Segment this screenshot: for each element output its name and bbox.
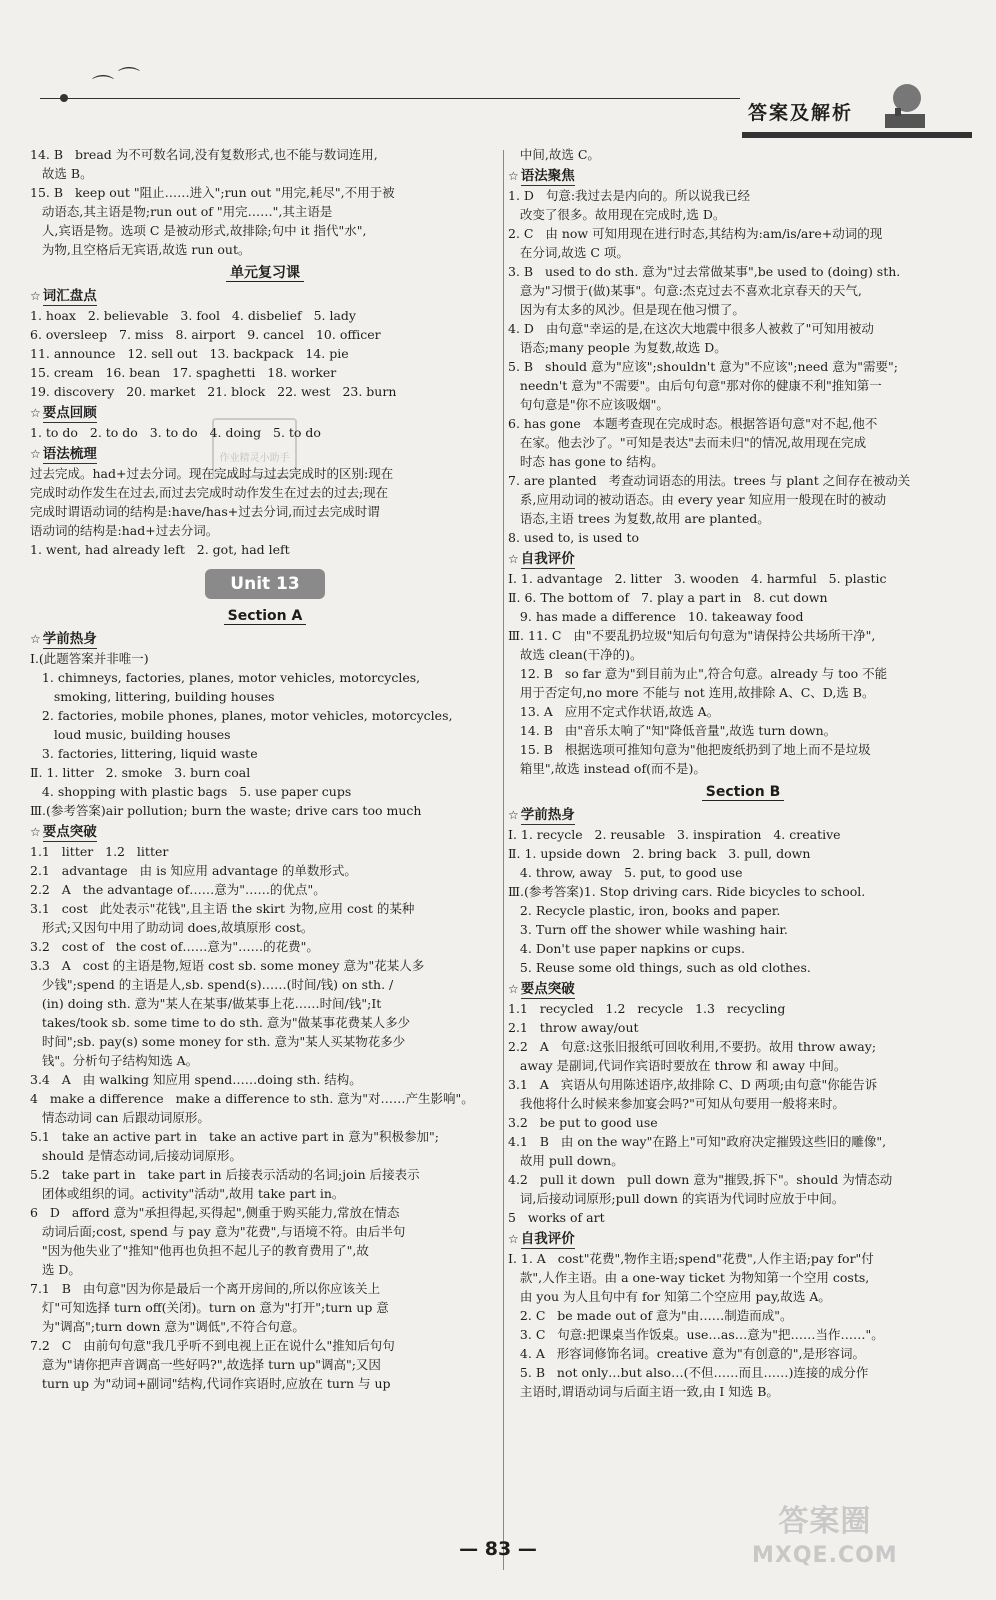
text-line: 19. discovery 20. market 21. block 22. west 23. burn xyxy=(30,384,397,399)
text-line: 意为"习惯于(做)某事"。句意:杰克过去不喜欢北京春天的天气, xyxy=(508,283,862,298)
text-line: 13. A 应用不定式作状语,故选 A。 xyxy=(508,704,720,719)
grammar-focus-heading-text: 语法聚焦 xyxy=(520,168,575,184)
text-line: 4.1 B 由 on the way"在路上"可知"政府决定摧毁这些旧的雕像", xyxy=(508,1134,887,1149)
text-line: 2.1 throw away/out xyxy=(508,1020,639,1035)
text-line: smoking, littering, building houses xyxy=(30,689,275,704)
text-line: 9. has made a difference 10. takeaway food xyxy=(508,609,804,624)
points-heading xyxy=(30,404,500,423)
header-rule xyxy=(40,98,740,99)
text-line: 语动词的结构是:had+过去分词。 xyxy=(30,523,219,538)
text-line: 7.2 C 由前句句意"我几乎听不到电视上正在说什么"推知后句句 xyxy=(30,1338,395,1353)
text-line: 故选 B。 xyxy=(30,166,93,181)
text-line: 4. Don't use paper napkins or cups. xyxy=(508,941,745,956)
text-line: 15. cream 16. bean 17. spaghetti 18. worker xyxy=(30,365,337,380)
self-eval2-block xyxy=(508,1249,978,1401)
breakthrough-block xyxy=(30,842,500,1393)
breakthrough-heading-text: 要点突破 xyxy=(42,824,97,840)
watermark-line2: MXQE.COM xyxy=(752,1543,898,1568)
breakthrough-b-heading xyxy=(508,980,978,999)
text-line: 15. B keep out "阻止……进入";run out "用完,耗尽",不用于被 xyxy=(30,185,395,200)
star-icon: ☆ xyxy=(508,808,519,822)
text-line: Ⅱ. 1. upside down 2. bring back 3. pull, down xyxy=(508,846,811,861)
review-title-text: 单元复习课 xyxy=(226,265,304,282)
watermark-line1: 答案圈 xyxy=(778,1504,872,1539)
column-divider xyxy=(503,150,504,1570)
text-line: turn up 为"动词+副词"结构,代词作宾语时,应放在 turn 与 up xyxy=(30,1376,391,1391)
text-line: 1.1 recycled 1.2 recycle 1.3 recycling xyxy=(508,1001,786,1016)
text-line: 主语时,谓语动词与后面主语一致,由 I 知选 B。 xyxy=(508,1384,779,1399)
text-line: takes/took sb. some time to do sth. 意为"做某事花费某人多少 xyxy=(30,1015,411,1030)
text-line: away 是副词,代词作宾语时要放在 throw 和 away 中间。 xyxy=(508,1058,847,1073)
watermark xyxy=(752,1505,898,1573)
section-a-text: Section A xyxy=(224,608,307,625)
text-line: 4. throw, away 5. put, to good use xyxy=(508,865,743,880)
text-line: 灯"可知选择 turn off(关闭)。turn on 意为"打开";turn up 意 xyxy=(30,1300,389,1315)
text-line: 1. to do 2. to do 3. to do 4. doing 5. to do xyxy=(30,425,321,440)
text-line: 完成时谓语动词的结构是:have/has+过去分词,而过去完成时谓 xyxy=(30,504,380,519)
header-title: 答案及解析 xyxy=(748,102,854,124)
left-column xyxy=(30,145,500,1393)
text-line: 情态动词 can 后跟动词原形。 xyxy=(30,1110,210,1125)
text-line: 14. B bread 为不可数名词,没有复数形式,也不能与数词连用, xyxy=(30,147,378,162)
warmup-b-heading xyxy=(508,806,978,825)
text-line: 5.2 take part in take part in 后接表示活动的名词;join 后接表示 xyxy=(30,1167,420,1182)
star-icon: ☆ xyxy=(30,406,41,420)
text-line: 3.2 cost of the cost of……意为"……的花费"。 xyxy=(30,939,319,954)
text-line: 1. went, had already left 2. got, had left xyxy=(30,542,290,557)
vocab-heading xyxy=(30,287,500,306)
text-line: 5.1 take an active part in take an active part in 意为"积极参加"; xyxy=(30,1129,439,1144)
star-icon: ☆ xyxy=(508,169,519,183)
star-icon: ☆ xyxy=(30,447,41,461)
text-line: 3. factories, littering, liquid waste xyxy=(30,746,258,761)
bird-icon: ⌒ xyxy=(118,67,141,92)
text-line: 中间,故选 C。 xyxy=(508,147,600,162)
text-line: 4. shopping with plastic bags 5. use paper cups xyxy=(30,784,352,799)
warmup-block xyxy=(30,649,500,820)
text-line: 人,宾语是物。选项 C 是被动形式,故排除;句中 it 指代"水", xyxy=(30,223,367,238)
grammar-block xyxy=(30,464,500,559)
text-line: "因为他失业了"推知"他再也负担不起儿子的教育费用了",故 xyxy=(30,1243,369,1258)
text-line: 时间";sb. pay(s) some money for sth. 意为"某人买某物花多少 xyxy=(30,1034,406,1049)
grammar-heading xyxy=(30,445,500,464)
unit-label: Unit 13 xyxy=(205,569,325,599)
text-line: needn't 意为"不需要"。由后句句意"那对你的健康不利"推知第一 xyxy=(508,378,882,393)
text-line: 过去完成。had+过去分词。现在完成时与过去完成时的区别:现在 xyxy=(30,466,394,481)
text-line: Ⅲ.(参考答案)air pollution; burn the waste; drive cars too much xyxy=(30,803,422,818)
text-line: Ⅰ. 1. advantage 2. litter 3. wooden 4. harmful 5. plastic xyxy=(508,571,887,586)
text-line: 改变了很多。故用现在完成时,选 D。 xyxy=(508,207,726,222)
text-line: 2. C 由 now 可知用现在进行时态,其结构为:am/is/are+动词的现 xyxy=(508,226,883,241)
text-line: 6. has gone 本题考查现在完成时态。根据答语句意"对不起,他不 xyxy=(508,416,878,431)
text-line: 2. factories, mobile phones, planes, motor vehicles, motorcycles, xyxy=(30,708,453,723)
text-line: 动词后面;cost, spend 与 pay 意为"花费",与语境不符。由后半句 xyxy=(30,1224,406,1239)
text-line: 动语态,其主语是物;run out of "用完……",其主语是 xyxy=(30,204,333,219)
text-line: 箱里",故选 instead of(而不是)。 xyxy=(508,761,706,776)
text-line: 12. B so far 意为"到目前为止",符合句意。already 与 too 不能 xyxy=(508,666,888,681)
star-icon: ☆ xyxy=(508,982,519,996)
text-line: 系,应用动词的被动语态。由 every year 知应用一般现在时的被动 xyxy=(508,492,887,507)
text-line: 3. B used to do sth. 意为"过去常做某事",be used to (doing) sth. xyxy=(508,264,901,279)
page-number: — 83 — xyxy=(459,1538,537,1560)
text-line: 故选 clean(干净的)。 xyxy=(508,647,643,662)
text-line: 11. announce 12. sell out 13. backpack 14. pie xyxy=(30,346,349,361)
text-line: 为"调高";turn down 意为"调低",不符合句意。 xyxy=(30,1319,305,1334)
text-line: 故用 pull down。 xyxy=(508,1153,624,1168)
text-line: 15. B 根据选项可推知句意为"他把废纸扔到了地上而不是垃圾 xyxy=(508,742,871,757)
text-line: Ⅰ.(此题答案并非唯一) xyxy=(30,651,149,666)
grammar-heading-text: 语法梳理 xyxy=(42,446,97,462)
self-eval-block xyxy=(508,569,978,778)
self-eval-heading xyxy=(508,550,978,569)
text-line: 时态 has gone to 结构。 xyxy=(508,454,664,469)
text-line: 2. Recycle plastic, iron, books and paper. xyxy=(508,903,781,918)
text-line: 1. hoax 2. believable 3. fool 4. disbelief 5. lady xyxy=(30,308,356,323)
text-line: 少钱";spend 的主语是人,sb. spend(s)……(时间/钱) on sth. / xyxy=(30,977,394,992)
text-line: 意为"请你把声音调高一些好吗?",故选择 turn up"调高";又因 xyxy=(30,1357,381,1372)
text-line: 5 works of art xyxy=(508,1210,605,1225)
text-line: 5. Reuse some old things, such as old clothes. xyxy=(508,960,811,975)
breakthrough-b-block xyxy=(508,999,978,1227)
text-line: 3.2 be put to good use xyxy=(508,1115,658,1130)
text-line: 7.1 B 由句意"因为你是最后一个离开房间的,所以你应该关上 xyxy=(30,1281,381,1296)
vocab-block xyxy=(30,306,500,401)
star-icon: ☆ xyxy=(30,289,41,303)
review-title xyxy=(30,264,500,283)
text-line: Ⅱ. 1. litter 2. smoke 3. burn coal xyxy=(30,765,251,780)
star-icon: ☆ xyxy=(508,1232,519,1246)
text-line: 6 D afford 意为"承担得起,买得起",侧重于购买能力,常放在情态 xyxy=(30,1205,400,1220)
text-line: 1. chimneys, factories, planes, motor vehicles, motorcycles, xyxy=(30,670,421,685)
self-eval2-heading-text: 自我评价 xyxy=(520,1231,575,1247)
right-column xyxy=(508,145,978,1401)
globe-icon xyxy=(875,78,935,130)
text-line: 3.1 A 宾语从句用陈述语序,故排除 C、D 两项;由句意"你能告诉 xyxy=(508,1077,878,1092)
text-line: 3.3 A cost 的主语是物,短语 cost sb. some money 意为"花某人多 xyxy=(30,958,425,973)
text-line: Ⅱ. 6. The bottom of 7. play a part in 8. cut down xyxy=(508,590,828,605)
text-line: 4. D 由句意"幸运的是,在这次大地震中很多人被救了"可知用被动 xyxy=(508,321,874,336)
text-line: 2.1 advantage 由 is 知应用 advantage 的单数形式。 xyxy=(30,863,357,878)
text-line: 7. are planted 考查动词语态的用法。trees 与 plant 之间存在被动关 xyxy=(508,473,911,488)
text-line: 钱"。分析句子结构知选 A。 xyxy=(30,1053,199,1068)
page-header xyxy=(0,0,996,150)
text-line: 4 make a difference make a difference to sth. 意为"对……产生影响"。 xyxy=(30,1091,474,1106)
text-line: 1.1 litter 1.2 litter xyxy=(30,844,169,859)
text-line: loud music, building houses xyxy=(30,727,231,742)
section-b-title xyxy=(508,783,978,802)
text-line: 3. Turn off the shower while washing hair. xyxy=(508,922,788,937)
text-line: 语态;many people 为复数,故选 D。 xyxy=(508,340,727,355)
breakthrough-heading xyxy=(30,823,500,842)
text-line: 为物,且空格后无宾语,故选 run out。 xyxy=(30,242,251,257)
star-icon: ☆ xyxy=(30,825,41,839)
text-line: 在家。他去沙了。"可知是表达"去而未归"的情况,故用现在完成 xyxy=(508,435,867,450)
text-line: 完成时动作发生在过去,而过去完成时动作发生在过去的过去;现在 xyxy=(30,485,389,500)
self-eval2-heading xyxy=(508,1230,978,1249)
text-line: 选 D。 xyxy=(30,1262,81,1277)
text-line: 8. used to, is used to xyxy=(508,530,640,545)
grammar-focus-block xyxy=(508,186,978,547)
grammar-focus-heading xyxy=(508,167,978,186)
text-line: 团体或组织的词。activity"活动",故用 take part in。 xyxy=(30,1186,345,1201)
text-line: 因为有太多的风沙。但是现在他习惯了。 xyxy=(508,302,745,317)
text-line: Ⅲ. 11. C 由"不要乱扔垃圾"知后句句意为"请保持公共场所干净", xyxy=(508,628,876,643)
text-line: 3.4 A 由 walking 知应用 spend……doing sth. 结构。 xyxy=(30,1072,362,1087)
text-line: 1. D 句意:我过去是内向的。所以说我已经 xyxy=(508,188,751,203)
section-a-title xyxy=(30,607,500,626)
text-line: should 是情态动词,后接动词原形。 xyxy=(30,1148,242,1163)
text-line: 5. B should 意为"应该";shouldn't 意为"不应该";need 意为"需要"; xyxy=(508,359,898,374)
text-line: 形式;又因句中用了助动词 does,故填原形 cost。 xyxy=(30,920,314,935)
text-line: 4. A 形容词修饰名词。creative 意为"有创意的",是形容词。 xyxy=(508,1346,866,1361)
text-line: Ⅰ. 1. recycle 2. reusable 3. inspiration 4. creative xyxy=(508,827,841,842)
text-line: 款",人作主语。由 a one-way ticket 为物知第一个空用 costs, xyxy=(508,1270,870,1285)
warmup-heading-text: 学前热身 xyxy=(42,631,97,647)
text-line: Ⅲ.(参考答案)1. Stop driving cars. Ride bicycles to school. xyxy=(508,884,866,899)
stamp-text: 作业精灵小助手 xyxy=(219,453,290,464)
left-pre-block xyxy=(30,145,500,259)
warmup-b-block xyxy=(508,825,978,977)
vocab-heading-text: 词汇盘点 xyxy=(42,288,97,304)
self-eval-heading-text: 自我评价 xyxy=(520,551,575,567)
text-line: 2.2 A the advantage of……意为"……的优点"。 xyxy=(30,882,326,897)
section-b-text: Section B xyxy=(702,784,785,801)
right-pre-block xyxy=(508,145,978,164)
text-line: 3. C 句意:把课桌当作饭桌。use…as…意为"把……当作……"。 xyxy=(508,1327,884,1342)
bird-icon: ⌒ xyxy=(92,75,115,100)
text-line: 句句意是"你不应该吸烟"。 xyxy=(508,397,669,412)
text-line: 14. B 由"音乐太响了"知"降低音量",故选 turn down。 xyxy=(508,723,837,738)
star-icon: ☆ xyxy=(30,632,41,646)
warmup-b-heading-text: 学前热身 xyxy=(520,807,575,823)
points-block xyxy=(30,423,500,442)
text-line: 2. C be made out of 意为"由……制造而成"。 xyxy=(508,1308,793,1323)
text-line: Ⅰ. 1. A cost"花费",物作主语;spend"花费",人作主语;pay for"付 xyxy=(508,1251,874,1266)
warmup-heading xyxy=(30,630,500,649)
text-line: 在分词,故选 C 项。 xyxy=(508,245,629,260)
text-line: 2.2 A 句意:这张旧报纸可回收利用,不要扔。故用 throw away; xyxy=(508,1039,877,1054)
header-bar xyxy=(742,132,972,138)
text-line: 6. oversleep 7. miss 8. airport 9. cancel 10. officer xyxy=(30,327,381,342)
text-line: (in) doing sth. 意为"某人在某事/做某事上花……时间/钱";It xyxy=(30,996,382,1011)
text-line: 我他将什么时候来参加宴会吗?"可知从句要用一般将来时。 xyxy=(508,1096,845,1111)
text-line: 3.1 cost 此处表示"花钱",且主语 the skirt 为物,应用 cost 的某种 xyxy=(30,901,415,916)
text-line: 4.2 pull it down pull down 意为"摧毁,拆下"。should 为情态动 xyxy=(508,1172,893,1187)
text-line: 语态,主语 trees 为复数,故用 are planted。 xyxy=(508,511,770,526)
text-line: 5. B not only…but also…(不但……而且……)连接的成分作 xyxy=(508,1365,869,1380)
text-line: 由 you 为人且句中有 for 知第二个空应用 pay,故选 A。 xyxy=(508,1289,831,1304)
text-line: 词,后接动词原形;pull down 的宾语为代词时应放于中间。 xyxy=(508,1191,845,1206)
star-icon: ☆ xyxy=(508,552,519,566)
points-heading-text: 要点回顾 xyxy=(42,405,97,421)
text-line: 用于否定句,no more 不能与 not 连用,故排除 A、C、D,选 B。 xyxy=(508,685,875,700)
breakthrough-b-heading-text: 要点突破 xyxy=(520,981,575,997)
